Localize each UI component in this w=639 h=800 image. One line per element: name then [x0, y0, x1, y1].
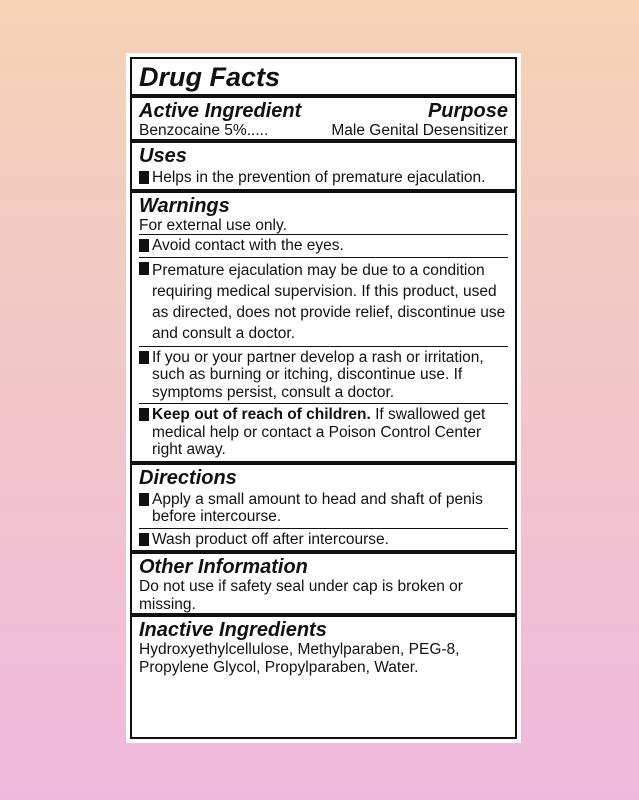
warnings-intro: For external use only.: [139, 216, 287, 234]
square-bullet-icon: [139, 171, 149, 184]
inactive-ingredients-text: Hydroxyethylcellulose, Methylparaben, PEG-8, Propylene Glycol, Propylparaben, Water.: [139, 641, 460, 676]
active-ingredient-header: [139, 98, 508, 122]
directions-item-text: Wash product off after intercourse.: [152, 530, 389, 548]
directions-item: [139, 491, 508, 526]
warnings-keep-out-item: [139, 406, 508, 459]
divider: [139, 346, 508, 347]
warnings-item-text: Premature ejaculation may be due to a condition requiring medical supervision. If this product, used as directed, does not provide relief, discontinue use and consult a doctor.: [152, 261, 506, 342]
divider: [132, 550, 515, 554]
warnings-item: [139, 260, 508, 344]
uses-heading: Uses: [139, 145, 187, 167]
divider: [139, 403, 508, 404]
directions-item-text: Apply a small amount to head and shaft of penis before intercourse.: [152, 490, 483, 525]
keep-out-bold: Keep out of reach of children.: [152, 406, 371, 423]
divider: [132, 461, 515, 465]
directions-heading: Directions: [139, 466, 237, 489]
warnings-item-text: Avoid contact with the eyes.: [152, 237, 344, 254]
square-bullet-icon: [139, 351, 149, 364]
divider: [132, 189, 515, 193]
drug-facts-title: Drug Facts: [139, 62, 281, 92]
active-ingredient-purpose: Male Genital Desensitizer: [331, 122, 508, 139]
warnings-item: [139, 349, 508, 402]
drug-facts-label: [126, 53, 521, 743]
inactive-ingredients-heading: Inactive Ingredients: [139, 619, 327, 641]
divider: [132, 613, 515, 617]
uses-item-text: Helps in the prevention of premature ejaculation.: [152, 169, 486, 186]
square-bullet-icon: [139, 408, 149, 421]
divider: [139, 234, 508, 235]
square-bullet-icon: [139, 239, 149, 252]
active-ingredient-row: [139, 122, 508, 139]
drug-facts-panel: [130, 57, 517, 739]
active-ingredient-heading: Active Ingredient: [139, 100, 302, 122]
other-information-heading: Other Information: [139, 556, 308, 578]
square-bullet-icon: [139, 533, 149, 546]
active-ingredient-name: Benzocaine 5%.....: [139, 122, 269, 139]
keep-out-rest: If swallowed get medical help or contact a Poison Control Center right away.: [152, 406, 486, 458]
warnings-heading: Warnings: [139, 194, 230, 217]
divider: [139, 257, 508, 258]
divider: [139, 528, 508, 529]
warnings-item-text: If you or your partner develop a rash or irritation, such as burning or itching, discontinue use. If symptoms persist, consult a doctor.: [152, 348, 484, 401]
square-bullet-icon: [139, 493, 149, 506]
purpose-heading: Purpose: [427, 100, 508, 122]
uses-item: [139, 169, 508, 187]
other-information-text: Do not use if safety seal under cap is broken or missing.: [139, 578, 463, 613]
square-bullet-icon: [139, 262, 149, 275]
keep-out-text: [152, 406, 508, 459]
directions-item: [139, 531, 508, 549]
warnings-item: [139, 237, 508, 255]
divider: [132, 139, 515, 143]
